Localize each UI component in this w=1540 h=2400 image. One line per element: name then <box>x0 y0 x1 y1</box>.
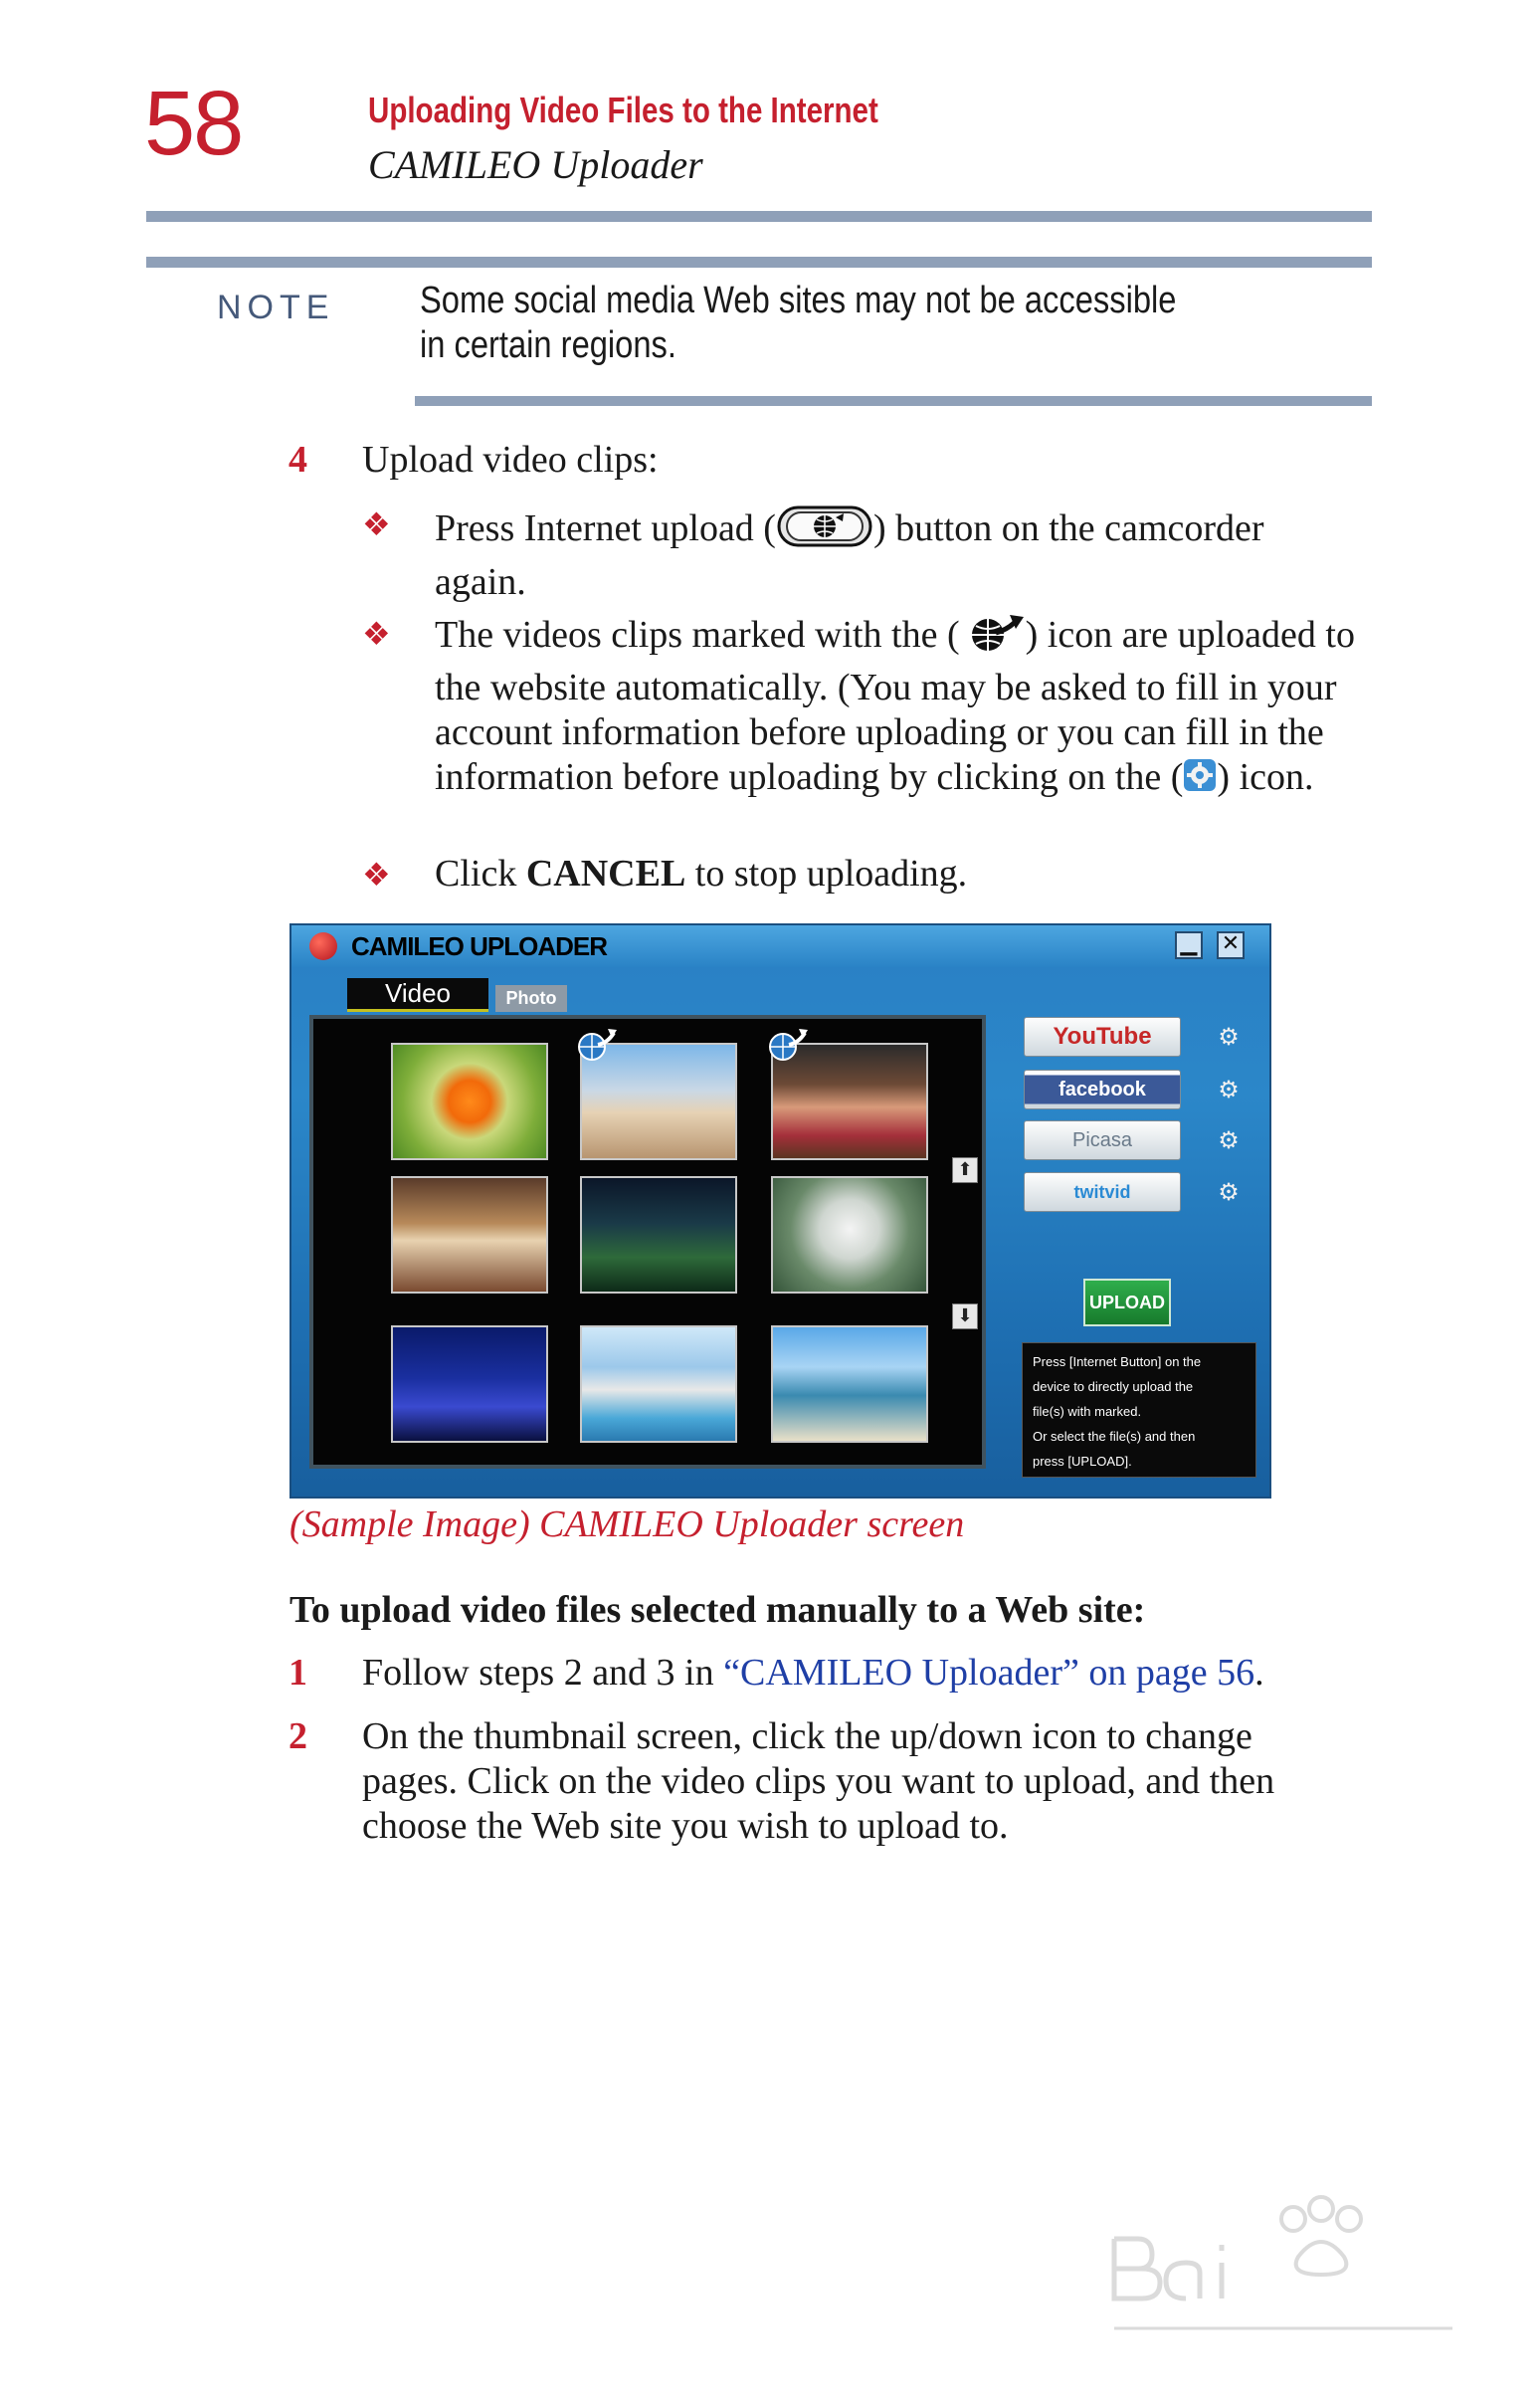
minimize-button[interactable]: ▁ <box>1175 931 1203 959</box>
video-thumbnail[interactable] <box>771 1176 928 1294</box>
note-label: NOTE <box>217 289 335 326</box>
settings-gear-icon <box>1183 758 1217 803</box>
instruction-line: Press [Internet Button] on the <box>1033 1354 1202 1369</box>
video-thumbnail[interactable] <box>391 1043 548 1160</box>
bullet-internet-upload <box>435 503 1330 605</box>
step-text <box>362 1651 1337 1696</box>
page-up-button[interactable]: ⬆ <box>952 1157 978 1183</box>
instruction-line: device to directly upload the <box>1033 1379 1194 1394</box>
youtube-settings-icon[interactable]: ⚙ <box>1218 1023 1240 1051</box>
bullet-text-after: ) icon. <box>1217 756 1314 798</box>
internet-upload-button-icon <box>776 503 873 560</box>
facebook-button[interactable]: facebook <box>1024 1070 1181 1109</box>
step-number: 2 <box>289 1715 307 1757</box>
section-title: CAMILEO Uploader <box>368 142 703 187</box>
step-text-before: Follow steps 2 and 3 in <box>362 1652 724 1694</box>
upload-mark-icon <box>960 611 1026 666</box>
video-thumbnail[interactable] <box>771 1325 928 1443</box>
bullet-text-after: ) button on the camcorder again. <box>435 507 1264 603</box>
note-top-rule <box>146 257 1372 268</box>
video-thumbnail[interactable] <box>391 1325 548 1443</box>
picasa-settings-icon[interactable]: ⚙ <box>1218 1126 1240 1154</box>
figure-caption: (Sample Image) CAMILEO Uploader screen <box>289 1503 965 1545</box>
picasa-button[interactable]: Picasa <box>1024 1120 1181 1160</box>
watermark-logo <box>1094 2179 1472 2358</box>
video-thumbnail[interactable] <box>391 1176 548 1294</box>
window-title: CAMILEO UPLOADER <box>351 931 607 961</box>
step-text: Upload video clips: <box>362 439 659 481</box>
instruction-line: press [UPLOAD]. <box>1033 1454 1132 1469</box>
close-button[interactable]: ✕ <box>1217 931 1245 959</box>
chapter-title: Uploading Video Files to the Internet <box>368 90 878 130</box>
video-thumbnail[interactable] <box>580 1325 737 1443</box>
note-text: Some social media Web sites may not be accessible in certain regions. <box>420 280 1177 366</box>
bullet-glyph: ❖ <box>362 857 391 893</box>
twitvid-settings-icon[interactable]: ⚙ <box>1218 1178 1240 1206</box>
bullet-text-before: Press Internet upload ( <box>435 507 776 550</box>
facebook-settings-icon[interactable]: ⚙ <box>1218 1076 1240 1103</box>
header-rule <box>146 211 1372 222</box>
bullet-glyph: ❖ <box>362 506 391 542</box>
instruction-line: Or select the file(s) and then <box>1033 1429 1196 1444</box>
tab-video[interactable]: Video <box>347 978 488 1012</box>
globe-icon <box>309 932 337 960</box>
upload-mark-icon <box>763 1027 809 1063</box>
procedure-heading: To upload video files selected manually to a Web site: <box>289 1589 1146 1631</box>
bullet-text-before: Click <box>435 853 526 895</box>
page-down-button[interactable]: ⬇ <box>952 1303 978 1329</box>
cancel-keyword: CANCEL <box>525 853 686 895</box>
instructions-box <box>1022 1342 1256 1478</box>
upload-button[interactable]: UPLOAD <box>1083 1279 1171 1326</box>
step-text: On the thumbnail screen, click the up/down icon to change pages. Click on the video clips you want to upload, and then choose the Web site you wish to upload to. <box>362 1715 1275 1847</box>
bullet-auto-upload <box>435 611 1370 803</box>
page-number: 58 <box>144 73 243 174</box>
twitvid-button[interactable]: twitvid <box>1024 1172 1181 1212</box>
uploader-screenshot <box>289 923 1271 1499</box>
cross-reference-link[interactable]: “CAMILEO Uploader” on page 56 <box>723 1652 1255 1694</box>
note-bottom-rule <box>415 396 1372 406</box>
bullet-cancel <box>435 852 1330 897</box>
upload-mark-icon <box>572 1027 618 1063</box>
step-text-after: . <box>1254 1652 1264 1694</box>
bullet-text-middle: ) icon are uploaded to the website automatically. (You may be asked to fill in your account information before uploading or you can fill in the information before uploading by clicking on the ( <box>435 614 1355 798</box>
bullet-text-before: The videos clips marked with the ( <box>435 614 960 657</box>
step-number: 1 <box>289 1652 307 1694</box>
bullet-text-after: to stop uploading. <box>685 853 968 895</box>
bullet-glyph: ❖ <box>362 616 391 652</box>
youtube-button[interactable]: YouTube <box>1024 1017 1181 1057</box>
tab-photo[interactable]: Photo <box>495 985 567 1012</box>
instruction-line: file(s) with marked. <box>1033 1404 1142 1419</box>
video-thumbnail[interactable] <box>580 1176 737 1294</box>
step-number: 4 <box>289 439 307 481</box>
